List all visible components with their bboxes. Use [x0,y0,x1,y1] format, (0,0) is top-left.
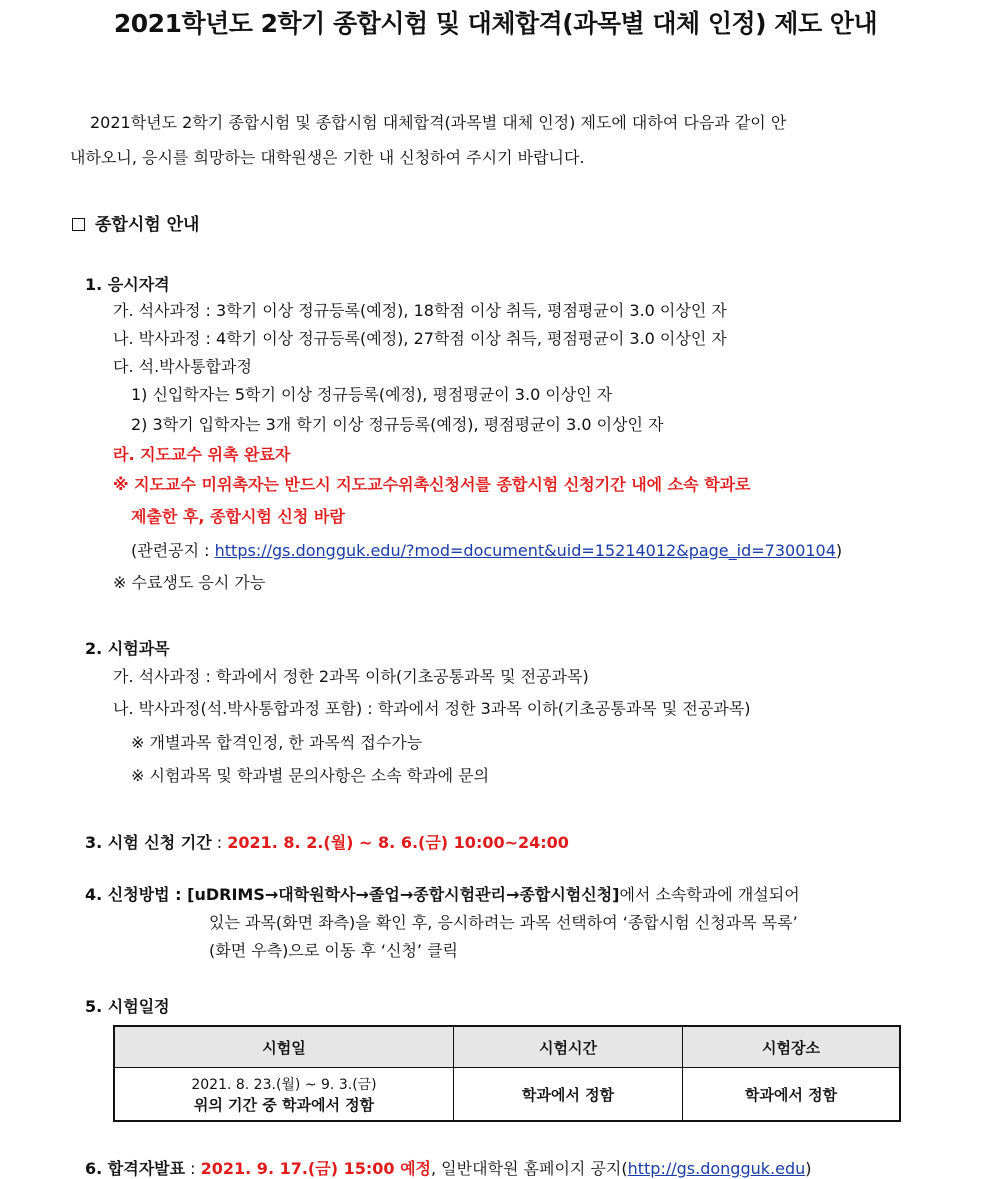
related-prefix: (관련공지 : [131,541,215,560]
s4-menu-path: [uDRIMS→대학원학사→졸업→종합시험관리→종합시험신청] [187,885,620,904]
s1-item-b: 나. 박사과정 : 4학기 이상 정규등록(예정), 27학점 이상 취득, 평점평균이 3.0 이상인 자 [113,329,727,348]
section-title: 종합시험 안내 [95,215,200,235]
intro-line-2: 내하오니, 응시를 희망하는 대학원생은 기한 내 신청하여 주시기 바랍니다. [70,148,585,167]
table-row [114,1068,900,1122]
s1-item-a: 가. 석사과정 : 3학기 이상 정규등록(예정), 18학점 이상 취득, 평점평균이 3.0 이상인 자 [113,301,727,320]
s4-line-3: (화면 우측)으로 이동 후 ‘신청’ 클릭 [209,941,459,960]
s6-line [85,1156,811,1179]
s6-announce-date: 2021. 9. 17.(금) 15:00 예정 [200,1159,431,1178]
s4-heading: 4. 신청방법 : [85,885,188,904]
s1-note-graduates: ※ 수료생도 응시 가능 [113,573,266,592]
s1-note-advisor-cont: 제출한 후, 종합시험 신청 바람 [131,507,345,526]
s2-item-a: 가. 석사과정 : 학과에서 정한 2과목 이하(기초공통과목 및 전공과목) [113,667,589,686]
s4-rest: 에서 소속학과에 개설되어 [619,885,800,904]
s3-separator: : [211,833,228,852]
exam-date-note: 위의 기간 중 학과에서 정함 [193,1095,375,1114]
s1-item-c1: 1) 신입학자는 5학기 이상 정규등록(예정), 평점평균이 3.0 이상인 자 [131,385,613,404]
header-exam-time: 시험시간 [454,1026,683,1068]
table-header-row [114,1026,900,1068]
s1-heading: 1. 응시자격 [85,275,170,294]
s2-item-b: 나. 박사과정(석.박사통합과정 포함) : 학과에서 정한 3과목 이하(기초공통과목 및 전공과목) [113,699,751,718]
related-suffix: ) [835,541,843,560]
intro-line-1: 2021학년도 2학기 종합시험 및 종합시험 대체합격(과목별 대체 인정) 제도에 대하여 다음과 같이 안 [90,113,787,132]
s6-separator: : [185,1159,201,1178]
header-exam-date: 시험일 [114,1026,454,1068]
s1-note-advisor: ※ 지도교수 미위촉자는 반드시 지도교수위촉신청서를 종합시험 신청기간 내에 소속 학과로 [113,475,751,494]
exam-date-range: 2021. 8. 23.(월) ~ 9. 3.(금) [191,1076,377,1093]
homepage-link[interactable]: http://gs.dongguk.edu [627,1159,806,1178]
s1-item-c: 다. 석.박사통합과정 [113,357,252,376]
related-notice-link[interactable]: https://gs.dongguk.edu/?mod=document&uid=15214012&page_id=7300104 [214,541,836,560]
s6-rest: , 일반대학원 홈페이지 공지( [431,1159,628,1178]
s4-line-2: 있는 과목(화면 좌측)을 확인 후, 응시하려는 과목 선택하여 ‘종합시험 신청과목 목록’ [209,913,798,932]
s2-note-1: ※ 개별과목 합격인정, 한 과목씩 접수가능 [131,733,423,752]
s6-suffix: ) [805,1159,812,1178]
s1-item-c2: 2) 3학기 입학자는 3개 학기 이상 정규등록(예정), 평점평균이 3.0 이상인 자 [131,415,664,434]
s1-related-notice [131,538,842,561]
cell-exam-time: 학과에서 정함 [454,1068,683,1122]
s3-period: 2021. 8. 2.(월) ~ 8. 6.(금) 10:00~24:00 [227,833,569,852]
header-exam-place: 시험장소 [683,1026,901,1068]
section-heading [72,210,199,235]
schedule-table [113,1025,901,1122]
s6-heading: 6. 합격자발표 [85,1159,186,1178]
s3-heading: 3. 시험 신청 기간 [85,833,212,852]
cell-exam-date [114,1068,454,1122]
s4-line-1 [85,882,800,905]
s2-note-2: ※ 시험과목 및 학과별 문의사항은 소속 학과에 문의 [131,766,490,785]
s1-item-d: 라. 지도교수 위촉 완료자 [113,445,291,464]
s3-line [85,830,569,853]
page-title: 2021학년도 2학기 종합시험 및 대체합격(과목별 대체 인정) 제도 안내 [113,9,878,38]
checkbox-square-icon [72,218,85,231]
s5-heading: 5. 시험일정 [85,997,170,1016]
cell-exam-place: 학과에서 정함 [683,1068,901,1122]
s2-heading: 2. 시험과목 [85,639,170,658]
